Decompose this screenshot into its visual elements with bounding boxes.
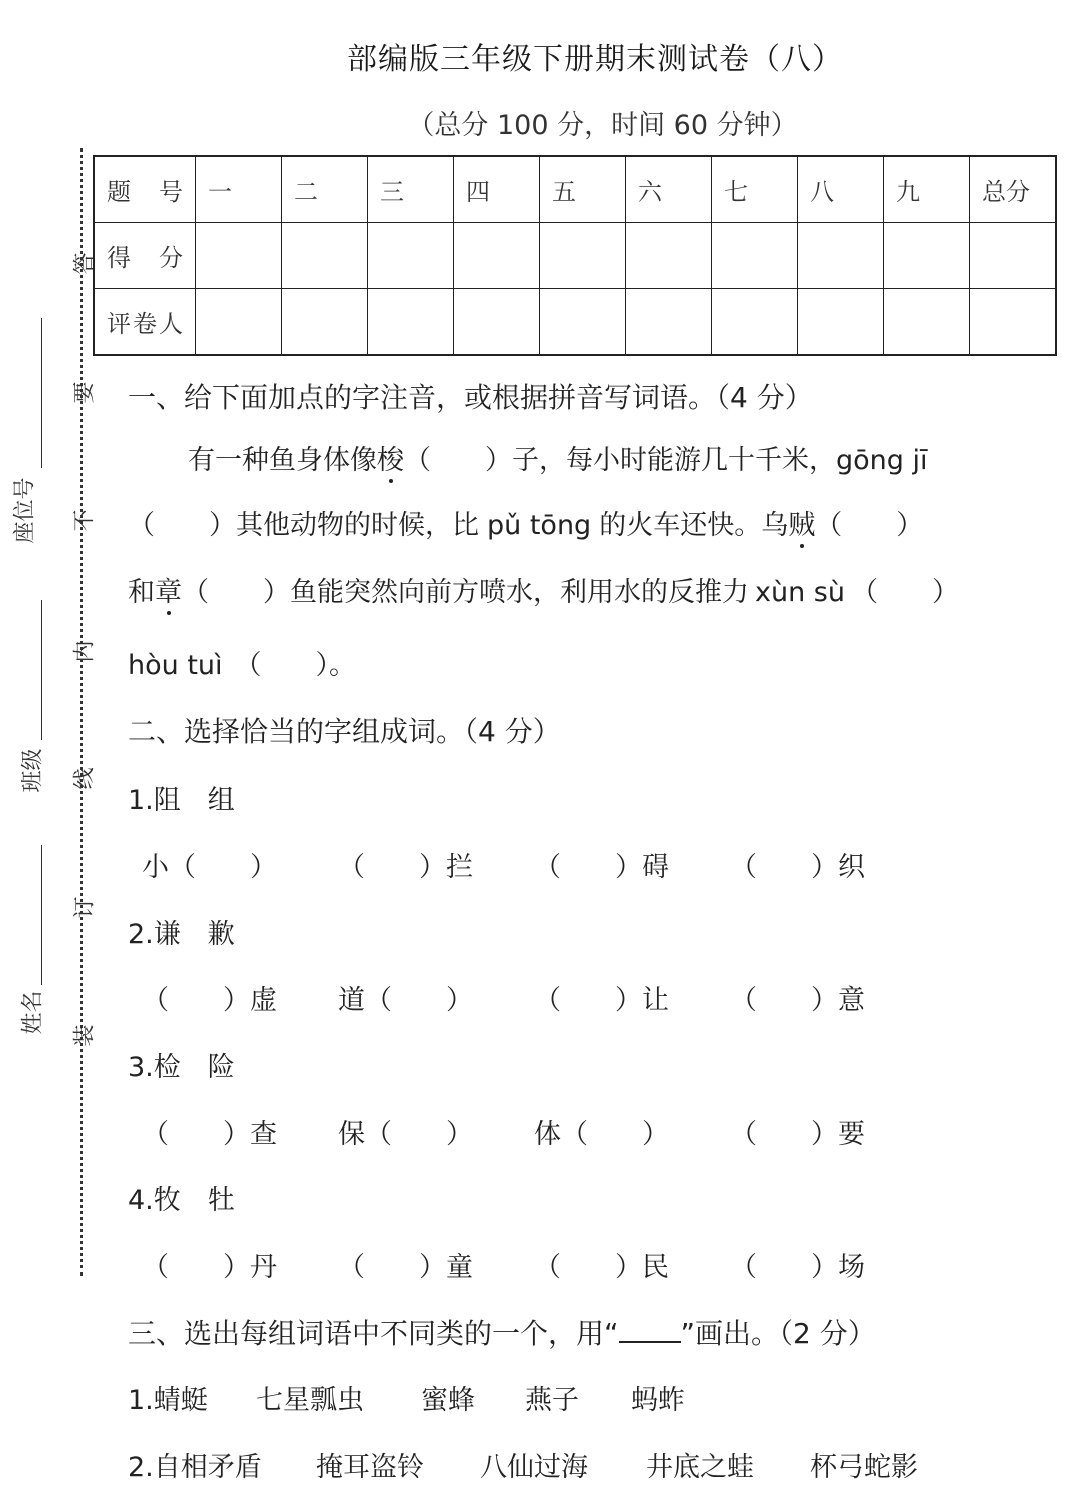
seal-char: 不 xyxy=(72,509,98,532)
grader-cell[interactable] xyxy=(970,289,1057,356)
seal-char: 内 xyxy=(72,640,98,663)
seal-char: 答 xyxy=(72,252,98,275)
score-table-header-row xyxy=(94,156,1056,223)
word-group-row xyxy=(128,1445,918,1484)
word-option[interactable]: 蜜蜂 xyxy=(421,1385,475,1416)
score-table-score-row xyxy=(94,223,1056,289)
group-items xyxy=(142,1245,865,1284)
column-header: 七 xyxy=(712,156,798,223)
score-cell[interactable] xyxy=(712,223,798,289)
word-blank[interactable]: （ ）场 xyxy=(730,1252,865,1283)
word-blank[interactable]: 体（ ） xyxy=(534,1119,669,1150)
word-blank[interactable]: （ ）童 xyxy=(338,1252,473,1283)
section2-heading: 二、选择恰当的字组成词。（4 分） xyxy=(128,715,561,748)
word-option[interactable]: 燕子 xyxy=(525,1385,579,1416)
word-blank[interactable]: （ ）碍 xyxy=(534,852,669,883)
grader-cell[interactable] xyxy=(712,289,798,356)
text: 和 xyxy=(128,577,155,608)
dotted-char: 贼 xyxy=(788,510,816,541)
word-blank[interactable]: （ ）查 xyxy=(142,1119,277,1150)
section1-line4 xyxy=(128,643,356,682)
word-blank[interactable]: （ ）让 xyxy=(534,985,669,1016)
group-items xyxy=(142,1112,865,1151)
text: （ ）鱼能突然向前方喷水，利用水的反推力 xyxy=(182,577,749,608)
column-header: 一 xyxy=(196,156,282,223)
group-items xyxy=(142,978,865,1017)
word-blank[interactable]: （ ）民 xyxy=(534,1252,669,1283)
grader-cell[interactable] xyxy=(884,289,970,356)
column-header: 五 xyxy=(540,156,626,223)
group-label: 4.牧 牡 xyxy=(128,1185,235,1216)
pinyin: gōng jī xyxy=(836,445,928,476)
seal-char: 要 xyxy=(72,381,98,404)
name-label: 姓名 xyxy=(20,990,46,1035)
word-blank[interactable]: （ ）拦 xyxy=(338,852,473,883)
page-subtitle: （总分 100 分，时间 60 分钟） xyxy=(407,110,798,141)
binding-dotted-line xyxy=(80,148,83,1276)
section3-heading-text: ”画出。（2 分） xyxy=(680,1317,876,1350)
column-header: 四 xyxy=(454,156,540,223)
section1-line1 xyxy=(188,438,928,477)
grader-cell[interactable] xyxy=(540,289,626,356)
grader-cell[interactable] xyxy=(196,289,282,356)
group-items xyxy=(142,845,865,884)
class-line[interactable] xyxy=(41,600,42,740)
dotted-char: 梭 xyxy=(377,445,404,476)
section1-heading: 一、给下面加点的字注音，或根据拼音写词语。（4 分） xyxy=(128,381,813,414)
score-cell[interactable] xyxy=(626,223,712,289)
word-option[interactable]: 掩耳盗铃 xyxy=(316,1452,424,1483)
score-cell[interactable] xyxy=(454,223,540,289)
answer-blank[interactable]: （ ）其他动物的时候，比 xyxy=(128,510,479,541)
column-header: 八 xyxy=(798,156,884,223)
answer-blank[interactable]: （ ）子，每小时能游几十千米， xyxy=(404,445,836,476)
group-label: 2.谦 歉 xyxy=(128,919,235,950)
underline-sample xyxy=(619,1319,681,1343)
grader-cell[interactable] xyxy=(368,289,454,356)
pinyin: xùn sù xyxy=(755,577,845,608)
score-table-grader-row xyxy=(94,289,1056,356)
column-header: 二 xyxy=(282,156,368,223)
score-cell[interactable] xyxy=(368,223,454,289)
word-option[interactable]: 1.蜻蜓 xyxy=(128,1385,208,1416)
word-blank[interactable]: 道（ ） xyxy=(338,985,473,1016)
word-option[interactable]: 八仙过海 xyxy=(480,1452,588,1483)
score-cell[interactable] xyxy=(540,223,626,289)
score-cell[interactable] xyxy=(884,223,970,289)
section3-heading-text: 三、选出每组词语中不同类的一个，用“ xyxy=(128,1317,619,1350)
word-option[interactable]: 2.自相矛盾 xyxy=(128,1452,262,1483)
word-blank[interactable]: （ ）要 xyxy=(730,1119,865,1150)
word-blank[interactable]: （ ）虚 xyxy=(142,985,277,1016)
word-option[interactable]: 井底之蛙 xyxy=(646,1452,754,1483)
score-cell[interactable] xyxy=(798,223,884,289)
word-option[interactable]: 杯弓蛇影 xyxy=(810,1452,918,1483)
column-header-total: 总分 xyxy=(970,156,1057,223)
seal-char: 线 xyxy=(72,767,98,790)
word-blank[interactable]: （ ）织 xyxy=(730,852,865,883)
grader-cell[interactable] xyxy=(454,289,540,356)
word-blank[interactable]: 保（ ） xyxy=(338,1119,473,1150)
class-label: 班级 xyxy=(20,748,46,793)
word-blank[interactable]: （ ）意 xyxy=(730,985,865,1016)
row-label: 评卷人 xyxy=(94,289,196,356)
word-group-row xyxy=(128,1378,685,1417)
group-label: 1.阻 组 xyxy=(128,785,235,816)
text: 的火车还快。乌 xyxy=(599,510,789,541)
word-option[interactable]: 七星瓢虫 xyxy=(256,1385,364,1416)
seat-number-label: 座位号 xyxy=(12,477,38,544)
dotted-char: 章 xyxy=(155,577,182,608)
row-label: 得 分 xyxy=(94,223,196,289)
column-header: 六 xyxy=(626,156,712,223)
group-label: 3.检 险 xyxy=(128,1052,235,1083)
column-header: 三 xyxy=(368,156,454,223)
seal-char: 订 xyxy=(72,896,98,919)
row-label: 题 号 xyxy=(94,156,196,223)
score-cell[interactable] xyxy=(196,223,282,289)
word-option[interactable]: 蚂蚱 xyxy=(631,1385,685,1416)
seat-number-line[interactable] xyxy=(41,318,42,468)
word-blank[interactable]: 小（ ） xyxy=(142,852,277,883)
score-cell[interactable] xyxy=(970,223,1057,289)
answer-blank[interactable]: （ ）。 xyxy=(234,650,357,681)
pinyin: pǔ tōng xyxy=(487,510,592,541)
score-table xyxy=(93,155,1057,356)
score-cell[interactable] xyxy=(282,223,368,289)
section1-line3 xyxy=(128,570,959,609)
page-title: 部编版三年级下册期末测试卷（八） xyxy=(347,42,843,77)
section1-line2 xyxy=(128,503,923,542)
name-line[interactable] xyxy=(41,845,42,985)
grader-cell[interactable] xyxy=(798,289,884,356)
answer-blank[interactable]: （ ） xyxy=(815,510,924,541)
answer-blank[interactable]: （ ） xyxy=(850,577,959,608)
grader-cell[interactable] xyxy=(282,289,368,356)
section3-heading xyxy=(128,1312,876,1352)
seal-char: 装 xyxy=(72,1024,98,1047)
column-header: 九 xyxy=(884,156,970,223)
word-blank[interactable]: （ ）丹 xyxy=(142,1252,277,1283)
grader-cell[interactable] xyxy=(626,289,712,356)
text: 有一种鱼身体像 xyxy=(188,445,377,476)
pinyin: hòu tuì xyxy=(128,650,223,681)
